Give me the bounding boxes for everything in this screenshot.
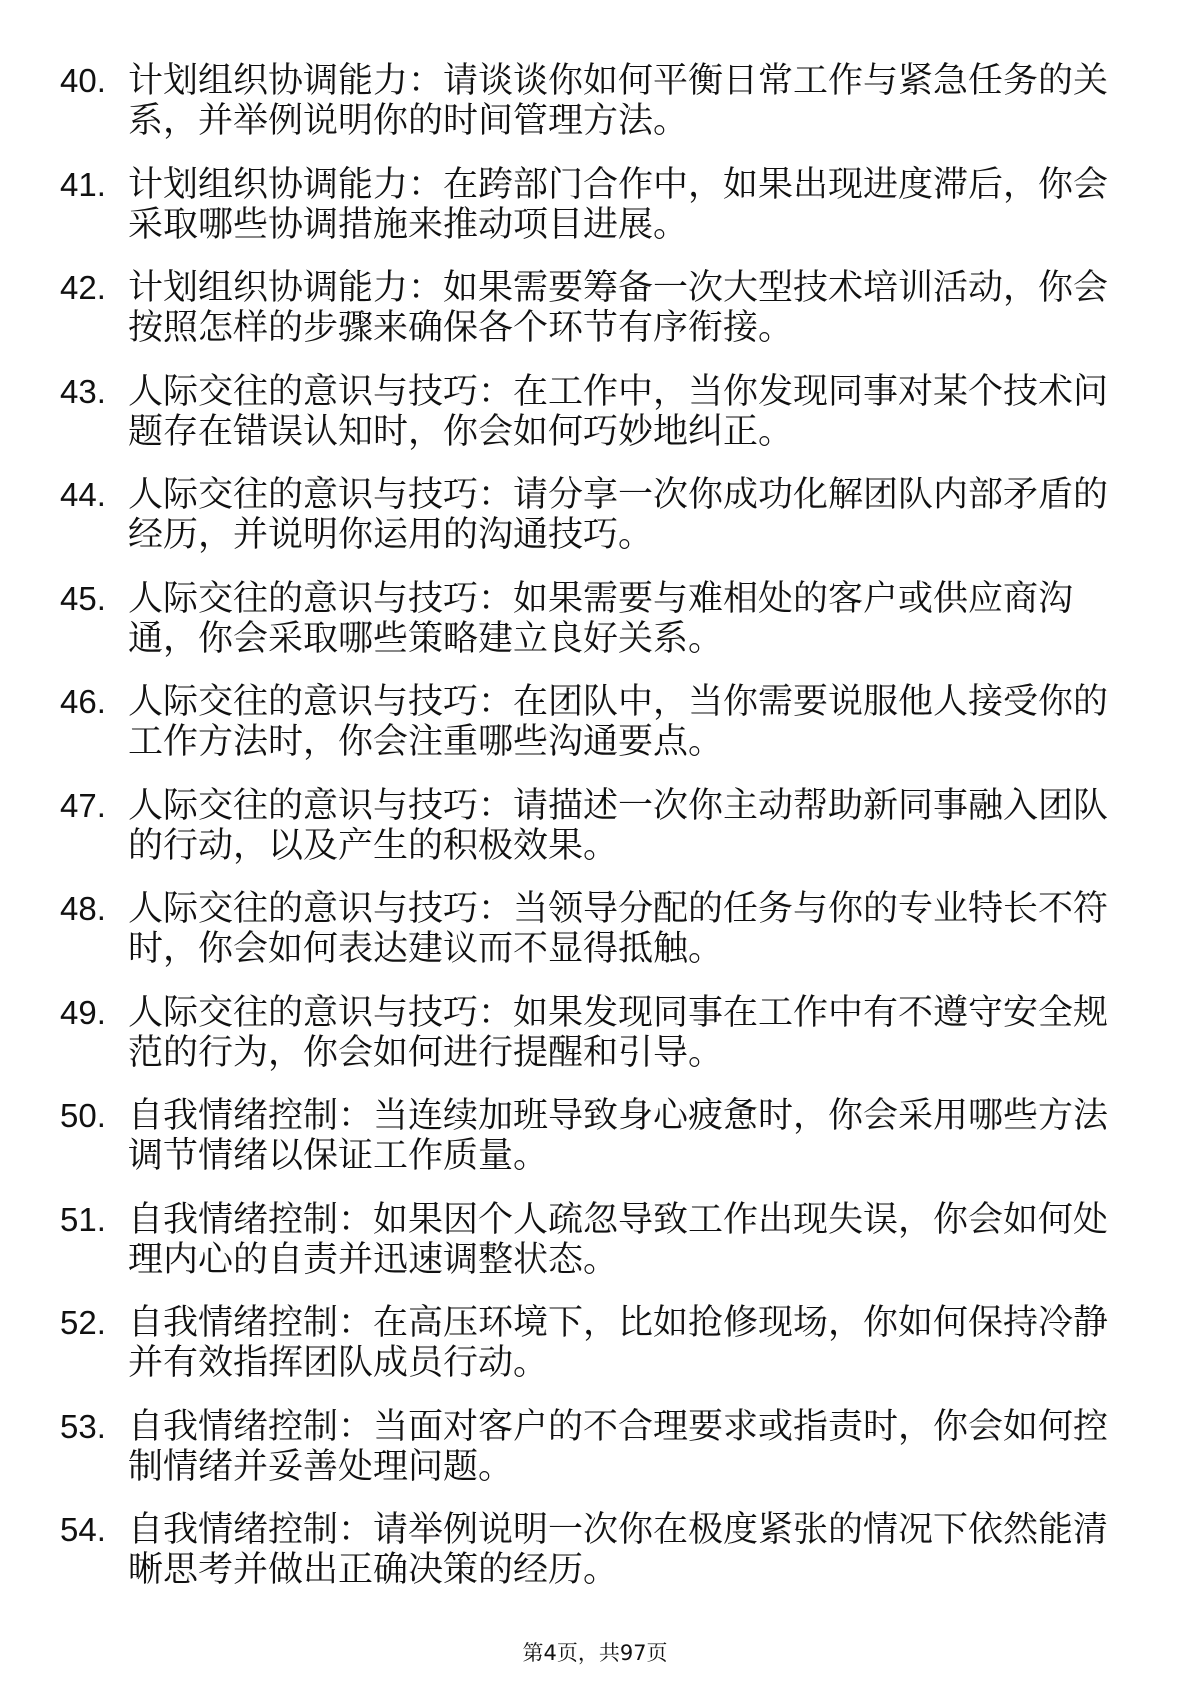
question-text <box>128 268 1108 348</box>
question-text <box>128 1510 1108 1590</box>
question-text <box>128 475 1108 555</box>
question-number: 53. <box>60 1407 106 1445</box>
question-number: 52. <box>60 1304 106 1341</box>
question-text <box>128 1407 1108 1487</box>
question-line: 自我情绪控制：当面对客户的不合理要求或指责时，你会如何控 <box>128 1406 1108 1447</box>
question-text <box>128 165 1108 245</box>
question-text <box>128 993 1108 1073</box>
question-number: 46. <box>60 683 106 720</box>
question-item <box>60 1200 1120 1280</box>
question-number: 50. <box>60 1097 106 1134</box>
question-line: 的行动，以及产生的积极效果。 <box>128 825 619 866</box>
question-line: 人际交往的意识与技巧：如果发现同事在工作中有不遵守安全规 <box>128 992 1108 1033</box>
question-number: 40. <box>60 62 106 99</box>
question-text <box>128 372 1108 452</box>
question-text <box>128 1303 1108 1383</box>
question-item <box>60 1303 1120 1383</box>
question-line: 通，你会采取哪些策略建立良好关系。 <box>128 618 724 659</box>
question-number: 44. <box>60 476 106 513</box>
question-line: 晰思考并做出正确决策的经历。 <box>128 1550 619 1590</box>
question-item <box>60 993 1120 1073</box>
question-line: 范的行为，你会如何进行提醒和引导。 <box>128 1032 724 1073</box>
question-line: 并有效指挥团队成员行动。 <box>128 1343 549 1383</box>
question-line: 经历，并说明你运用的沟通技巧。 <box>128 515 654 555</box>
question-text <box>128 1200 1108 1280</box>
question-line: 理内心的自责并迅速调整状态。 <box>128 1239 619 1280</box>
question-number: 54. <box>60 1511 106 1548</box>
question-line: 人际交往的意识与技巧：如果需要与难相处的客户或供应商沟 <box>128 578 1074 619</box>
question-line: 时，你会如何表达建议而不显得抵触。 <box>128 929 724 969</box>
question-item <box>60 61 1120 141</box>
question-item <box>60 579 1120 659</box>
question-list <box>60 61 1120 1614</box>
question-text <box>128 579 1108 659</box>
question-line: 题存在错误认知时，你会如何巧妙地纠正。 <box>128 411 794 452</box>
question-number: 43. <box>60 372 106 410</box>
question-number: 45. <box>60 579 106 617</box>
question-item <box>60 786 1120 866</box>
question-number: 51. <box>60 1200 106 1238</box>
question-line: 采取哪些协调措施来推动项目进展。 <box>128 204 689 245</box>
question-line: 自我情绪控制：请举例说明一次你在极度紧张的情况下依然能清 <box>128 1510 1108 1550</box>
question-line: 计划组织协调能力：请谈谈你如何平衡日常工作与紧急任务的关 <box>128 61 1108 101</box>
question-item <box>60 1096 1120 1176</box>
question-line: 按照怎样的步骤来确保各个环节有序衔接。 <box>128 308 794 348</box>
question-number: 49. <box>60 993 106 1031</box>
question-text <box>128 682 1108 762</box>
question-item <box>60 372 1120 452</box>
question-number: 42. <box>60 269 106 306</box>
question-line: 系，并举例说明你的时间管理方法。 <box>128 101 689 141</box>
question-line: 自我情绪控制：如果因个人疏忽导致工作出现失误，你会如何处 <box>128 1199 1108 1240</box>
question-item <box>60 682 1120 762</box>
question-line: 自我情绪控制：当连续加班导致身心疲惫时，你会采用哪些方法 <box>128 1096 1108 1136</box>
question-line: 计划组织协调能力：在跨部门合作中，如果出现进度滞后，你会 <box>128 164 1108 205</box>
question-item <box>60 1510 1120 1590</box>
question-line: 人际交往的意识与技巧：当领导分配的任务与你的专业特长不符 <box>128 889 1108 929</box>
question-line: 自我情绪控制：在高压环境下，比如抢修现场，你如何保持冷静 <box>128 1303 1108 1343</box>
question-item <box>60 268 1120 348</box>
question-line: 计划组织协调能力：如果需要筹备一次大型技术培训活动，你会 <box>128 268 1108 308</box>
question-text <box>128 889 1108 969</box>
question-text <box>128 786 1108 866</box>
question-number: 41. <box>60 165 106 203</box>
question-number: 48. <box>60 890 106 927</box>
question-line: 人际交往的意识与技巧：请描述一次你主动帮助新同事融入团队 <box>128 785 1108 826</box>
question-item <box>60 475 1120 555</box>
question-line: 人际交往的意识与技巧：请分享一次你成功化解团队内部矛盾的 <box>128 475 1108 515</box>
question-number: 47. <box>60 786 106 824</box>
question-line: 人际交往的意识与技巧：在工作中，当你发现同事对某个技术问 <box>128 371 1108 412</box>
question-line: 制情绪并妥善处理问题。 <box>128 1446 514 1487</box>
page-number-footer: 第4页，共97页 <box>522 1641 668 1665</box>
question-line: 调节情绪以保证工作质量。 <box>128 1136 549 1176</box>
question-item <box>60 889 1120 969</box>
question-item <box>60 1407 1120 1487</box>
question-line: 工作方法时，你会注重哪些沟通要点。 <box>128 722 724 762</box>
question-text <box>128 1096 1108 1176</box>
question-text <box>128 61 1108 141</box>
question-line: 人际交往的意识与技巧：在团队中，当你需要说服他人接受你的 <box>128 682 1108 722</box>
question-item <box>60 165 1120 245</box>
